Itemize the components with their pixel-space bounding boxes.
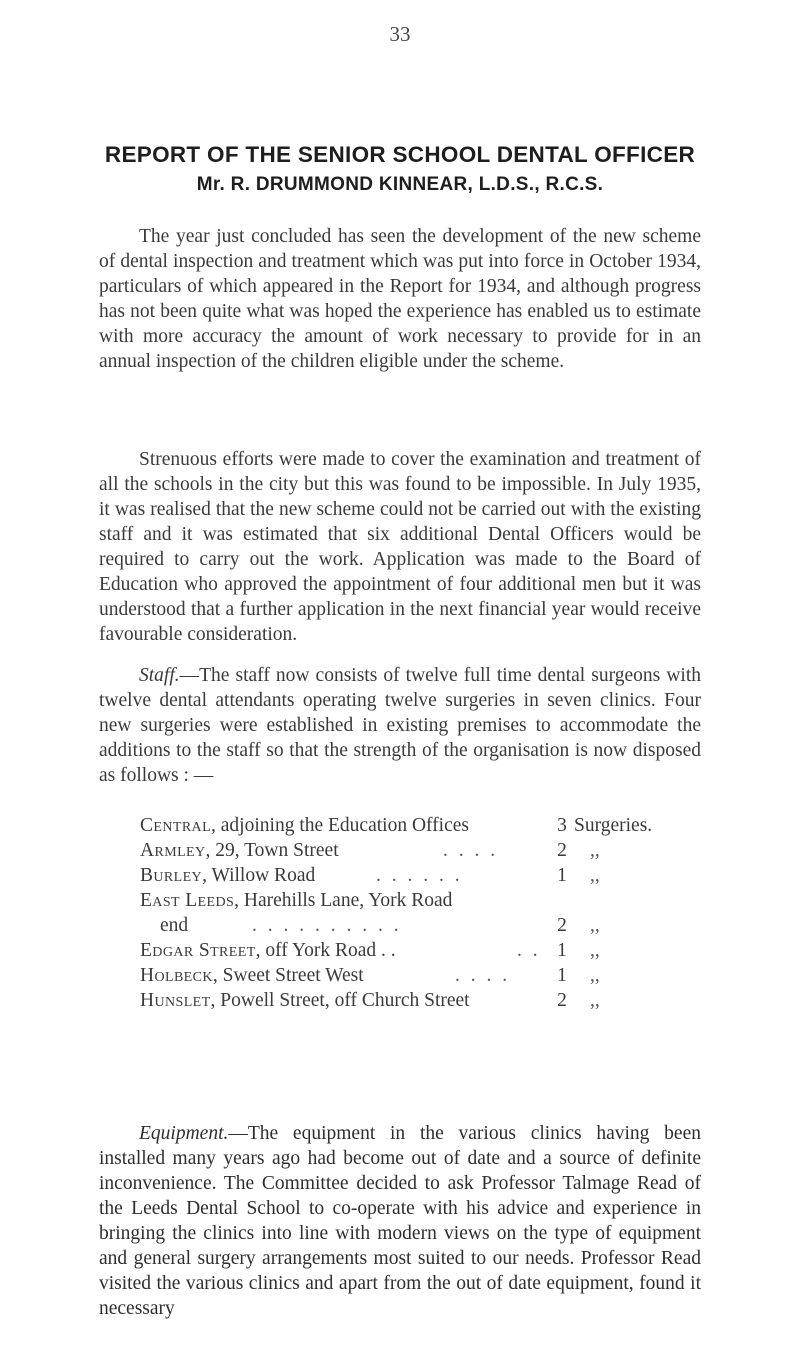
equipment-paragraph	[99, 1121, 701, 1321]
ditto-mark: ,,	[590, 840, 600, 861]
clinic-name: Burley	[140, 865, 203, 886]
clinic-address: , 29, Town Street	[205, 840, 339, 861]
clinic-row-continued	[0, 913, 800, 938]
leader-dots: . .	[517, 940, 541, 961]
clinic-address: , Harehills Lane, York Road	[234, 890, 453, 911]
clinic-address: , Willow Road	[202, 865, 316, 886]
clinic-row	[0, 938, 800, 963]
clinic-address-continued: end	[160, 915, 189, 936]
staff-heading: Staff.	[139, 665, 180, 686]
surgery-count: 2	[557, 990, 567, 1011]
clinic-name: East Leeds	[140, 890, 235, 911]
ditto-mark: ,,	[590, 940, 600, 961]
surgery-count: 1	[557, 965, 567, 986]
clinic-row	[0, 863, 800, 888]
clinic-name: Edgar Street	[140, 940, 256, 961]
ditto-mark: ,,	[590, 865, 600, 886]
equipment-text: —The equipment in the various clinics having been installed many years ago had become out of date and a source of definite inconvenience. The Committee decided to ask Professor Talmage Read of the Leeds Dental School to co-operate with his advice and experience in bringing the clinics into line with modern views on the type of equipment and general surgery arrangements most suited to our needs. Professor Read visited the various clinics and apart from the out of date equipment, found it necessary	[99, 1123, 701, 1319]
clinic-name: Holbeck	[140, 965, 213, 986]
clinic-address: , adjoining the Education Offices	[211, 815, 469, 836]
clinic-row	[0, 813, 800, 838]
clinic-address: , off York Road . .	[255, 940, 396, 961]
surgery-count: 3	[557, 815, 567, 836]
surgery-count: 2	[557, 840, 567, 861]
surgery-count: 2	[557, 915, 567, 936]
ditto-mark: ,,	[590, 990, 600, 1011]
equipment-heading: Equipment.	[139, 1123, 229, 1144]
ditto-mark: ,,	[590, 965, 600, 986]
page-number: 33	[389, 22, 411, 46]
clinic-row	[0, 988, 800, 1013]
clinic-address: , Sweet Street West	[212, 965, 364, 986]
surgery-count: 1	[557, 940, 567, 961]
leader-dots: . . . .	[455, 965, 511, 986]
clinic-row	[0, 963, 800, 988]
intro-paragraph: The year just concluded has seen the development of the new scheme of dental inspection and treatment which was put into force in October 1934, particulars of which appeared in the Report for 1934, and although progress has not been quite what was hoped the experience has enabled us to estimate with more accuracy the amount of work necessary to provide for in an annual inspection of the children eligible under the scheme.	[99, 226, 701, 372]
clinic-name: Armley	[140, 840, 206, 861]
clinic-row	[0, 888, 800, 913]
leader-dots: . . . . . .	[376, 865, 463, 886]
clinic-address: , Powell Street, off Church Street	[210, 990, 470, 1011]
officer-name: Mr. R. DRUMMOND KINNEAR, L.D.S., R.C.S.	[196, 174, 604, 195]
leader-dots: . . . . . . . . . .	[252, 915, 402, 936]
surgery-unit: Surgeries.	[574, 815, 653, 836]
report-title: REPORT OF THE SENIOR SCHOOL DENTAL OFFICER	[104, 142, 696, 167]
leader-dots: . . . .	[443, 840, 499, 861]
clinic-name: Hunslet	[140, 990, 211, 1011]
ditto-mark: ,,	[590, 915, 600, 936]
staff-text: —The staff now consists of twelve full time dental surgeons with twelve dental attendants operating twelve surgeries in seven clinics. Four new surgeries were established in existing premises to accommodate the additions to the staff so that the strength of the organisation is now disposed as follows : —	[99, 665, 701, 786]
staff-paragraph	[99, 663, 701, 788]
clinic-row	[0, 838, 800, 863]
efforts-paragraph: Strenuous efforts were made to cover the examination and treatment of all the schools in the city but this was found to be impossible. In July 1935, it was realised that the new scheme could not be carried out with the existing staff and it was estimated that six additional Dental Officers would be required to carry out the work. Application was made to the Board of Education who approved the appointment of four additional men but it was understood that a further application in the next financial year would receive favourable consideration.	[99, 449, 701, 645]
clinic-name: Central	[140, 815, 212, 836]
surgery-count: 1	[557, 865, 567, 886]
